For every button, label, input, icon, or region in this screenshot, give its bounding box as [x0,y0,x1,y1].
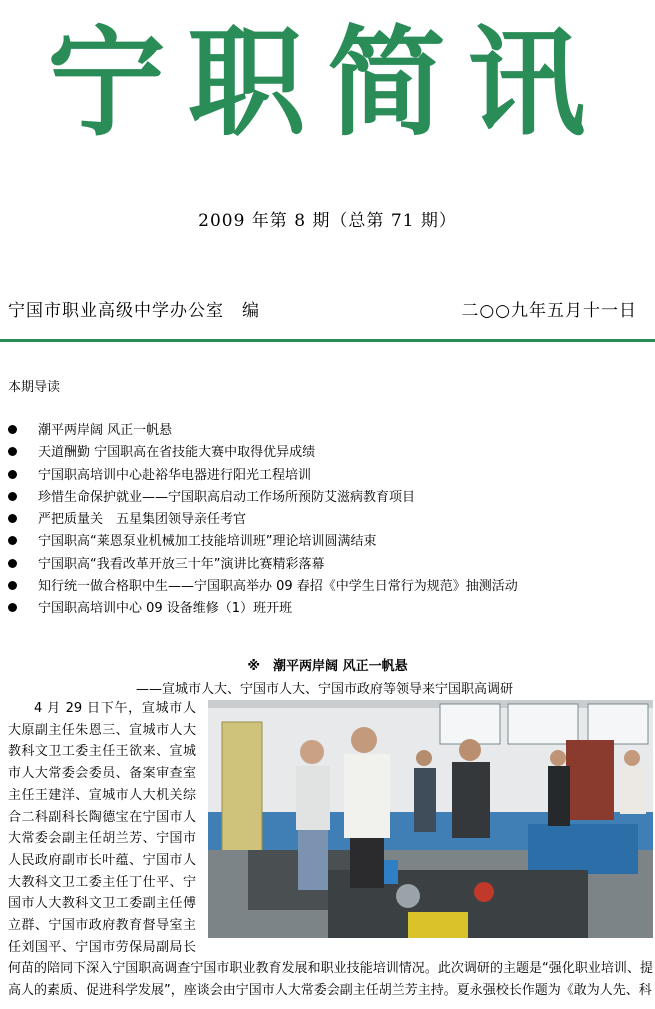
toc-item-label: 珍惜生命保护就业——宁国职高启动工作场所预防艾滋病教育项目 [38,489,416,505]
toc-item-label: 严把质量关 五星集团领导亲任考官 [38,512,247,528]
toc-item[interactable] [8,576,518,598]
editor-line: 宁国市职业高级中学办公室 编 [8,301,260,321]
toc-item[interactable] [8,465,518,487]
bullet-icon [8,536,17,545]
masthead-title: 宁职简讯 [47,13,608,152]
toc-heading: 本期导读 [8,380,61,395]
toc-item-label: 潮平两岸阔 风正一帆悬 [38,423,173,438]
bullet-icon [8,514,17,523]
toc-item[interactable] [8,509,518,531]
header-divider [0,339,655,342]
toc-item-label: 宁国职高培训中心赴裕华电器进行阳光工程培训 [38,467,312,483]
toc-item[interactable] [8,442,518,464]
article-photo [208,700,653,938]
bullet-icon [8,447,17,456]
toc-item-label: 知行统一做合格职中生——宁国职高举办 09 春招《中学生日常行为规范》抽测活动 [38,579,518,595]
toc-list [8,420,518,621]
toc-item-label: 宁国职高培训中心 09 设备维修（1）班开班 [38,601,293,617]
publication-date: 二○○九年五月十一日 [461,301,637,321]
bullet-icon [8,470,17,479]
issue-number: 2009 年第 8 期（总第 71 期） [198,211,457,231]
article-title: ※ 潮平两岸阔 风正一帆悬 [247,659,408,674]
article-body [8,698,653,1002]
toc-item-label: 宁国职高“我看改革开放三十年”演讲比赛精彩落幕 [38,556,325,572]
bullet-icon [8,492,17,501]
toc-item[interactable] [8,554,518,576]
bullet-icon [8,581,17,590]
bullet-icon [8,559,17,568]
article-subtitle: ——宣城市人大、宁国市人大、宁国市政府等领导来宁国职高调研 [136,682,514,697]
toc-item[interactable] [8,487,518,509]
toc-item-label: 宁国职高“莱恩泵业机械加工技能培训班”理论培训圆满结束 [38,534,377,550]
toc-item[interactable] [8,531,518,553]
toc-item[interactable] [8,420,518,442]
toc-item-label: 天道酬勤 宁国职高在省技能大赛中取得优异成绩 [38,445,316,461]
article-paragraph: 4 月 29 日下午，宣城市人大原副主任朱恩三、宣城市人大教科文卫工委主任王欲来、宣城市人大常委会委员、备案审查室主任王建洋、宣城市人大机关综合二科副科长陶德宝在宁国市人大常委会副主任胡兰芳、宁国市人民政府副市长叶蕴、宁国市人大教科文卫工委主任丁仕平、宁国市人大教科文卫工委副主任傅立群、宁国市政府教育督导室主任刘国平、宁国市劳保局副局长何苗的陪同下深入宁国职高调查宁国市职业教育发展和职业技能培训情况。此次调研的主题是“强化职业培训、提高人的素质、促进科学发展”，座谈会由宁国市人大常委会副主任胡兰芳主持。夏永强校长作题为《敢为人先、科 [8,701,653,999]
toc-item[interactable] [8,598,518,620]
bullet-icon [8,603,17,612]
bullet-icon [8,425,17,434]
